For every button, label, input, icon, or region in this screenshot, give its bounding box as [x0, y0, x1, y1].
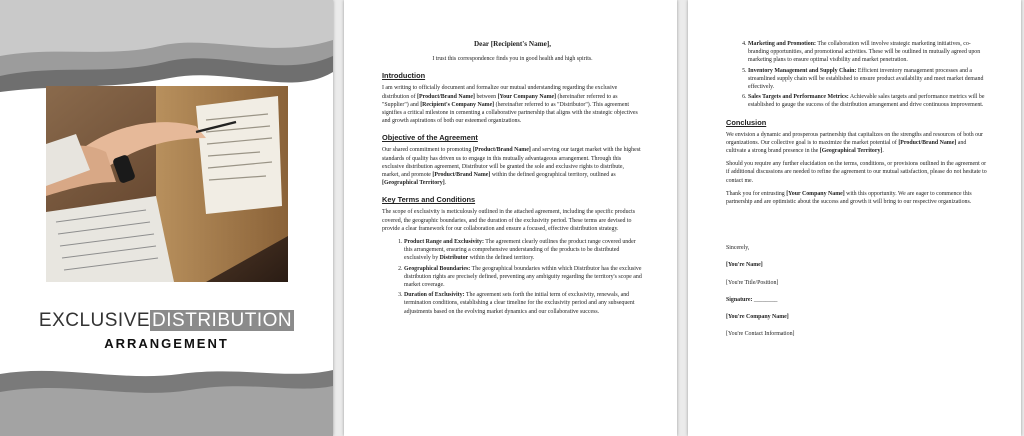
sender-title: [You're Title/Position]	[726, 279, 779, 286]
conclusion-heading: Conclusion	[726, 117, 767, 127]
letter-page-1	[344, 0, 677, 436]
cover-page	[0, 0, 333, 436]
conclusion-paragraph-3: Thank you for entrusting [Your Company Name] with this opportunity. We are eager to commence this partnership and are optimistic about the success and growth it will bring to our respective organizations.	[726, 190, 972, 206]
sender-company: [You're Company Name]	[726, 314, 789, 321]
closing: Sincerely,	[726, 245, 750, 252]
cover-title	[0, 310, 333, 332]
conclusion-paragraph-2: Should you require any further elucidation on the terms, conditions, or provisions outlined in the agreement or if additional discussions are needed to refine the agreement to our mutual satisfaction, please do not hesitate to contact me.	[726, 161, 987, 184]
cover-title-part2-highlight: DISTRIBUTION	[152, 310, 293, 331]
list-item: 1. Product Range and Exclusivity: The agreement clearly outlines the product range covered under this arrangement, ensuring a comprehensive understanding of the products to be distributed exclusively by Distributor within the defined territory.	[404, 238, 643, 263]
cover-photo-clipboard-signing	[46, 86, 288, 282]
cover-title-part1: EXCLUSIVE	[38, 310, 151, 331]
sender-name: [You're Name]	[726, 262, 763, 269]
introduction-heading: Introduction	[382, 71, 426, 81]
cover-bottom-wave-graphic	[0, 360, 333, 436]
introduction-paragraph: I am writing to officially document and formalize our mutual understanding regarding the exclusive distribution of [Product/Brand Name] between [Your Company Name] (hereinafter referred to as "Supplier") and [Recipient's Company Name] (hereinafter referred to as "Distributor"). This agreement signifies a critical milestone in cementing a collaborative partnership that aligns with the strategic objectives and growth aspirations of both our esteemed organizations.	[382, 85, 638, 125]
key-terms-list-continued	[726, 40, 987, 110]
conclusion-paragraph-1: We envision a dynamic and prosperous partnership that capitalizes on the strengths and resources of both our organizations. Our collective goal is to maximize the market potential of [Product/Brand Name] and cultivate a strong brand presence in the [Geographical Territory].	[726, 131, 984, 155]
objective-paragraph: Our shared commitment to promoting [Product/Brand Name] and serving our target market with the highest standards of quality has driven us to engage in this mutually advantageous arrangement. Through this exclusive distribution agreement, Distributor will be granted the sole and exclusive rights to distribute, market, and promote [Product/Brand Name] within the defined geographical territory, outlined as [Geographical Territory].	[382, 147, 641, 187]
key-terms-list	[382, 238, 643, 316]
intro-line: I trust this correspondence finds you in good health and high spirits.	[432, 56, 593, 63]
salutation: Dear [Recipient's Name],	[473, 40, 552, 48]
objective-heading: Objective of the Agreement	[382, 133, 478, 143]
list-item: 3. Duration of Exclusivity: The agreement sets forth the initial term of exclusivity, renewals, and termination conditions, establishing a clear timeline for the exclusivity period and any subsequent adjustments based on the evolving market dynamics and our collaborative success.	[404, 291, 643, 316]
key-terms-paragraph: The scope of exclusivity is meticulously outlined in the attached agreement, including the specific products covered, the geographic boundaries, and the duration of the exclusivity period. These terms are devised to provide a clear framework for our collaboration and ensure a focused, effective distribution strategy.	[382, 209, 636, 232]
sender-contact: [You're Contact Information]	[726, 331, 795, 338]
list-item: 2. Geographical Boundaries: The geographical boundaries within which Distributor has the exclusive distribution rights are precisely defined, preventing any ambiguity regarding the territory's scope and market coverage.	[404, 265, 643, 290]
list-item: 6. Sales Targets and Performance Metrics: Achievable sales targets and performance metrics will be established to gauge the success of the distribution arrangement and drive continuous improvement.	[748, 93, 987, 109]
letter-page-2	[688, 0, 1021, 436]
list-item: 4. Marketing and Promotion: The collaboration will involve strategic marketing initiatives, co-branding opportunities, and promotional activities. These will be outlined in mutually agreed upon marketing plans to ensure optimal visibility and market penetration.	[748, 40, 987, 65]
cover-subtitle: ARRANGEMENT	[104, 336, 229, 351]
signature-block	[726, 244, 987, 338]
key-terms-heading: Key Terms and Conditions	[382, 195, 476, 205]
list-item: 5. Inventory Management and Supply Chain: Efficient inventory management processes and a streamlined supply chain will be established to ensure product availability and meet market demand effectively.	[748, 67, 987, 92]
signature-line: Signature: ________	[726, 296, 778, 303]
